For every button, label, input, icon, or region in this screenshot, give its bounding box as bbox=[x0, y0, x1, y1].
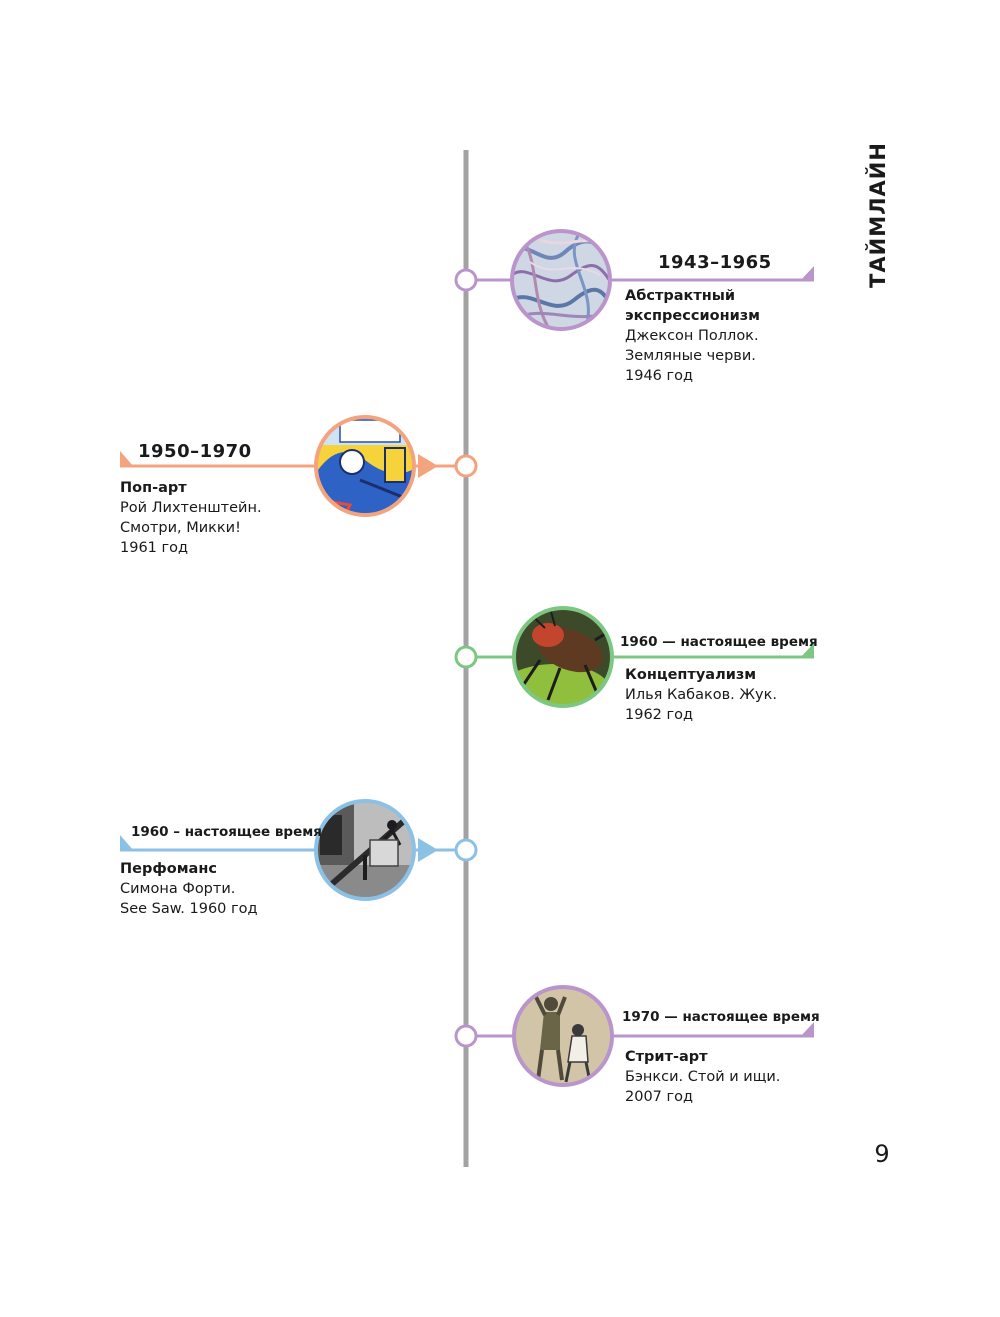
section-title-text: ТАЙМЛАЙН bbox=[866, 142, 890, 288]
timeline-node bbox=[456, 647, 476, 667]
movement-name: Абстрактный bbox=[625, 288, 736, 304]
period-label: 1943–1965 bbox=[658, 252, 772, 273]
page-number: 9 bbox=[874, 1140, 890, 1168]
artwork-line: Илья Кабаков. Жук. bbox=[625, 687, 777, 703]
artwork-line: Симона Форти. bbox=[120, 881, 236, 897]
artwork-line: 1962 год bbox=[625, 707, 694, 723]
event-abstract-expressionism bbox=[625, 286, 825, 386]
timeline-node bbox=[456, 270, 476, 290]
event-performance bbox=[120, 859, 320, 919]
artwork-line: 1961 год bbox=[120, 540, 189, 556]
event-conceptualism bbox=[625, 665, 825, 725]
timeline-node bbox=[456, 1026, 476, 1046]
artwork-line: Смотри, Микки! bbox=[120, 520, 241, 536]
movement-name: Стрит-арт bbox=[625, 1049, 708, 1065]
artwork-line: See Saw. 1960 год bbox=[120, 901, 258, 917]
artwork-line: Бэнкси. Стой и ищи. bbox=[625, 1069, 781, 1085]
artwork-line: Рой Лихтенштейн. bbox=[120, 500, 262, 516]
event-pop-art bbox=[120, 478, 320, 558]
movement-name: Поп-арт bbox=[120, 480, 187, 496]
period-label: 1960 – настоящее время bbox=[131, 824, 322, 840]
movement-name: экспрессионизм bbox=[625, 308, 761, 324]
timeline-node bbox=[456, 456, 476, 476]
movement-name: Перфоманс bbox=[120, 861, 217, 877]
period-label: 1950–1970 bbox=[138, 441, 252, 462]
artwork-line: 1946 год bbox=[625, 368, 694, 384]
movement-name: Концептуализм bbox=[625, 667, 757, 683]
period-label: 1960 — настоящее время bbox=[620, 634, 818, 650]
artwork-line: Джексон Поллок. bbox=[625, 328, 759, 344]
period-label: 1970 — настоящее время bbox=[622, 1009, 820, 1025]
timeline-node bbox=[456, 840, 476, 860]
artwork-line: 2007 год bbox=[625, 1089, 694, 1105]
section-title bbox=[848, 142, 908, 288]
artwork-line: Земляные черви. bbox=[625, 348, 756, 364]
event-street-art bbox=[625, 1047, 825, 1107]
